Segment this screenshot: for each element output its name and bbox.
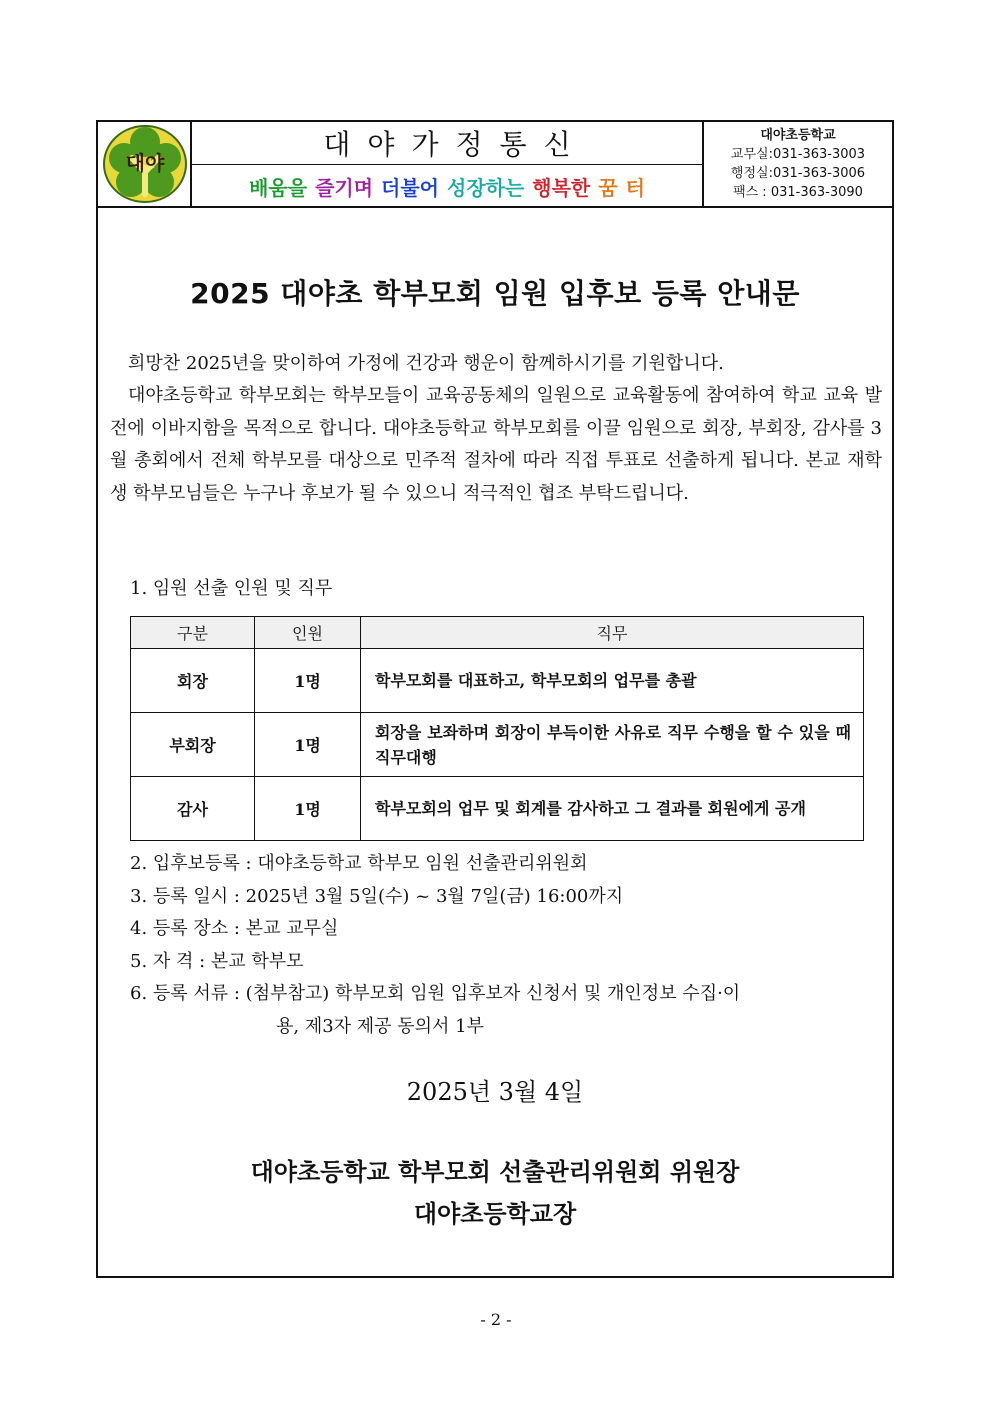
contact-school: 대야초등학교 (760, 128, 836, 143)
newsletter-title: 대야가정통신 (323, 128, 588, 161)
newsletter-frame (96, 120, 894, 1278)
list-item: 6. 등록 서류 : (첨부참고) 학부모회 임원 입후보자 신청서 및 개인정보 수집·이 (130, 983, 741, 1004)
newsletter-header (98, 122, 892, 208)
contact-fax: 팩스 : 031-363-3090 (733, 185, 863, 200)
intro-paragraph: 대야초등학교 학부모회는 학부모들이 교육공동체의 일원으로 교육활동에 참여하여 학교 교육 발전에 이바지함을 목적으로 합니다. 대야초등학교 학부모회를 이끌 임원으로 회장, 부회장, 감사를 3월 총회에서 전체 학부모를 대상으로 민주적 절차에 따라 직접 투표로 선출하게 됩니다. 본교 재학생 학부모님들은 누구나 후보가 될 수 있으니 적극적인 협조 부탁드립니다. (110, 385, 882, 504)
title-cell (192, 122, 704, 206)
contact-info (704, 122, 892, 206)
officer-duty-table (130, 616, 864, 841)
logo-cell (98, 122, 192, 206)
signature-principal: 대야초등학교장 (413, 1199, 577, 1228)
list-item: 3. 등록 일시 : 2025년 3월 5일(수) ~ 3월 7일(금) 16:00까지 (130, 885, 624, 907)
document-title: 2025 대야초 학부모회 임원 입후보 등록 안내문 (190, 277, 800, 310)
school-logo (102, 124, 188, 204)
slogan-word: 즐기며 (315, 175, 374, 200)
role-cell: 감사 (131, 777, 255, 841)
list-item-continuation: 용, 제3자 제공 동의서 1부 (276, 1015, 485, 1037)
duty-cell: 학부모회를 대표하고, 학부모회의 업무를 총괄 (361, 649, 864, 713)
slogan-word: 성장하는 (447, 175, 525, 200)
count-cell: 1명 (255, 777, 361, 841)
role-cell: 회장 (131, 649, 255, 713)
list-item: 4. 등록 장소 : 본교 교무실 (130, 918, 339, 939)
list-item: 2. 입후보등록 : 대야초등학교 학부모 임원 선출관리위원회 (130, 853, 588, 874)
contact-admin: 행정실:031-363-3006 (730, 166, 866, 181)
registration-details (130, 848, 882, 1043)
table-row (131, 777, 864, 841)
table-header-cell: 구분 (131, 617, 255, 649)
table-row (131, 713, 864, 777)
table-header-cell: 직무 (361, 617, 864, 649)
table-header-row (131, 617, 864, 649)
slogan-word: 꿈 (598, 175, 618, 200)
logo-text: 대야 (125, 151, 165, 175)
duty-cell: 회장을 보좌하며 회장이 부득이한 사유로 직무 수행을 할 수 있을 때 직무대행 (361, 713, 864, 777)
count-cell: 1명 (255, 713, 361, 777)
slogan-word: 배움을 (249, 175, 308, 200)
signature-committee: 대야초등학교 학부모회 선출관리위원회 위원장 (250, 1157, 740, 1186)
section-1-heading: 1. 임원 선출 인원 및 직무 (130, 578, 333, 599)
slogan (192, 166, 702, 206)
duty-cell: 학부모회의 업무 및 회계를 감사하고 그 결과를 회원에게 공개 (361, 777, 864, 841)
count-cell: 1명 (255, 649, 361, 713)
table-row (131, 649, 864, 713)
contact-office: 교무실:031-363-3003 (730, 147, 866, 162)
list-item: 5. 자 격 : 본교 학부모 (130, 950, 304, 972)
newsletter-title-box (192, 122, 702, 165)
page-number: - 2 - (480, 1310, 512, 1329)
role-cell: 부회장 (131, 713, 255, 777)
slogan-word: 터 (625, 175, 645, 200)
table-header-cell: 인원 (255, 617, 361, 649)
slogan-word: 행복한 (532, 175, 591, 200)
slogan-word: 더불어 (381, 175, 439, 200)
greeting-paragraph: 희망찬 2025년을 맞이하여 가정에 건강과 행운이 함께하시기를 기원합니다. (128, 353, 724, 374)
document-date: 2025년 3월 4일 (406, 1078, 584, 1106)
